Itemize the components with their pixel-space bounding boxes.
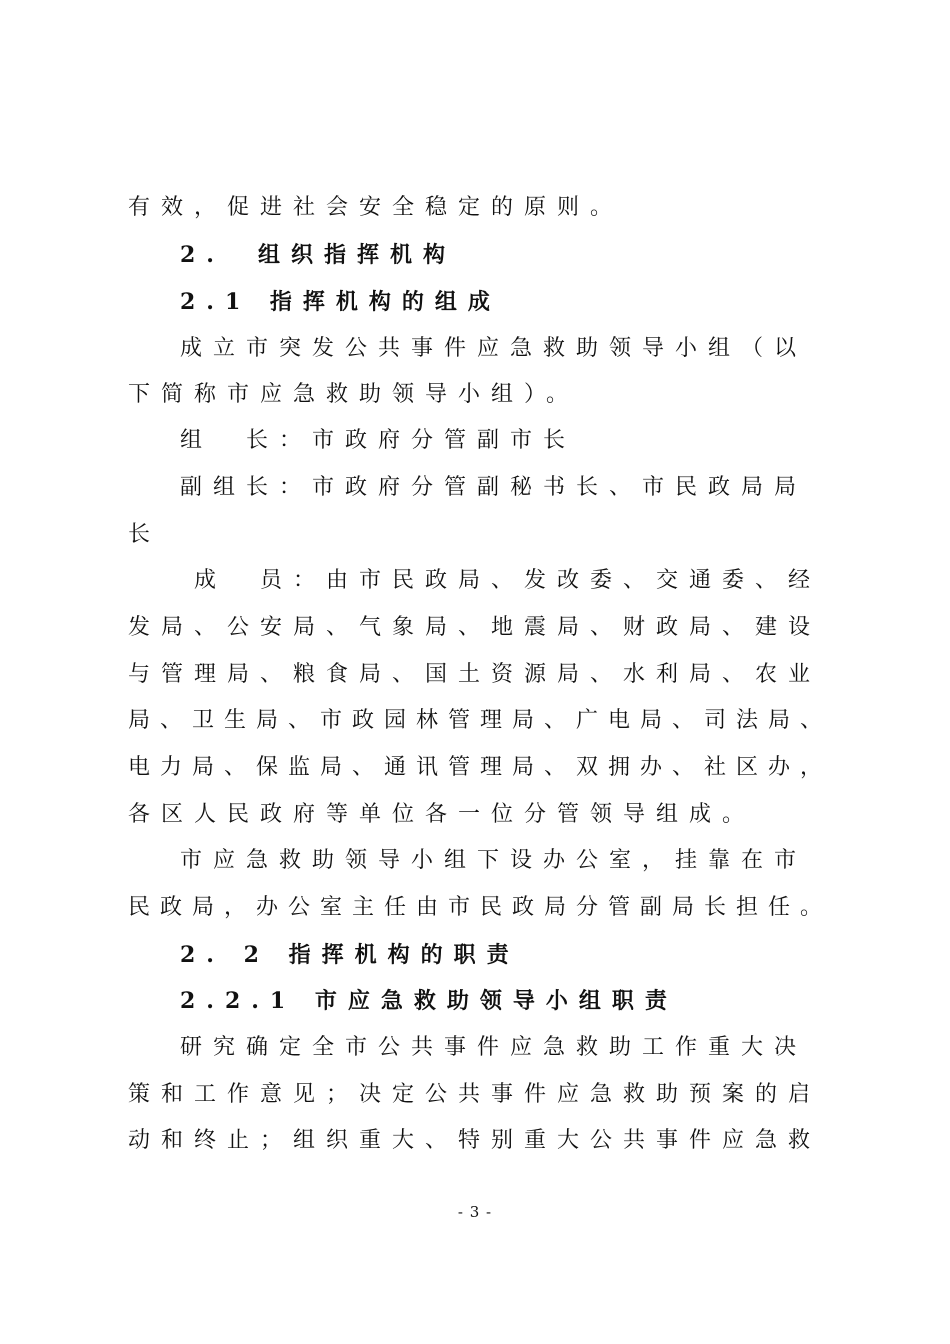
text-line: 组 长：市政府分管副市长 xyxy=(180,428,577,453)
section-heading: 2. 组织指挥机构 xyxy=(180,242,456,268)
text-line: 动和终止；组织重大、特别重大公共事件应急救 xyxy=(128,1128,822,1153)
section-heading: 2.1 指挥机构的组成 xyxy=(180,289,501,315)
text-line: 下简称市应急救助领导小组）。 xyxy=(128,382,580,407)
page-number: - 3 - xyxy=(457,1203,493,1221)
text-line: 长 xyxy=(128,522,162,547)
text-line: 副组长：市政府分管副秘书长、市民政局局 xyxy=(180,475,808,500)
text-line: 局、卫生局、市政园林管理局、广电局、司法局、 xyxy=(128,708,833,733)
section-heading: 2.2.1 市应急救助领导小组职责 xyxy=(180,988,678,1014)
text-line: 电力局、保监局、通讯管理局、双拥办、社区办， xyxy=(128,755,833,780)
text-line: 成 员：由市民政局、发改委、交通委、经 xyxy=(194,568,822,593)
text-line: 有效，促进社会安全稳定的原则。 xyxy=(128,195,624,220)
section-heading: 2. 2 指挥机构的职责 xyxy=(180,942,520,968)
text-line: 各区人民政府等单位各一位分管领导组成。 xyxy=(128,802,756,827)
text-line: 发局、公安局、气象局、地震局、财政局、建设 xyxy=(128,615,822,640)
text-line: 策和工作意见；决定公共事件应急救助预案的启 xyxy=(128,1082,822,1107)
text-line: 市应急救助领导小组下设办公室，挂靠在市 xyxy=(180,848,808,873)
text-line: 成立市突发公共事件应急救助领导小组（以 xyxy=(180,336,808,361)
text-line: 与管理局、粮食局、国土资源局、水利局、农业 xyxy=(128,662,822,687)
text-line: 民政局，办公室主任由市民政局分管副局长担任。 xyxy=(128,895,833,920)
text-line: 研究确定全市公共事件应急救助工作重大决 xyxy=(180,1035,808,1060)
